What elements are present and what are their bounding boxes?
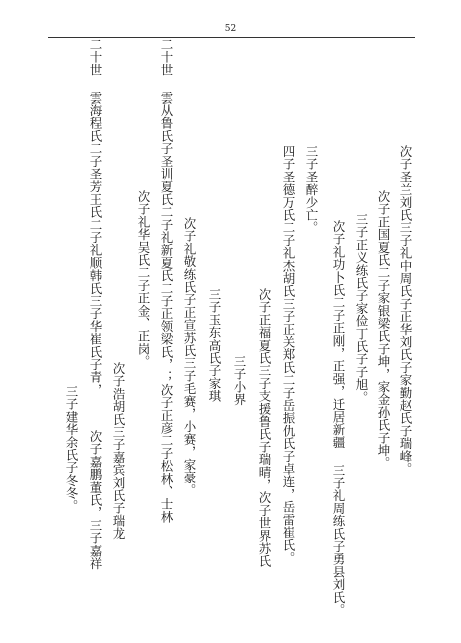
genealogy-column-16: 三子建华余氏子冬冬。 xyxy=(64,385,79,512)
genealogy-column-7: 次子正福夏氏三子支援鲁氏子瑞晴，次子世界苏氏 xyxy=(257,288,272,568)
genealogy-column-14: 二十世 雲海程氏二子圣芳王氏二子礼顺韩氏三子华崔氏子青， xyxy=(88,38,103,397)
genealogy-column-11: 二十世 雲从鲁氏子圣训夏氏二子礼新夏氏二子正领梁氏，；次子正彦二子松林、士林 xyxy=(159,38,174,524)
genealogy-column-10: 次子礼敬练氏子正宣苏氏三子毛赛，小赛，家豪。 xyxy=(182,217,197,497)
header-rule xyxy=(48,37,415,38)
genealogy-column-2: 次子正国夏氏二子家银梁氏子坤，家金孙氏子坤。 xyxy=(376,190,391,470)
page-number: 52 xyxy=(224,24,237,34)
genealogy-column-4: 次子礼功卜氏二子正刚，正强，迁居新疆 三子礼周练氏子勇县刘氏。 xyxy=(331,220,346,617)
genealogy-column-5: 三子圣醉少亡。 xyxy=(304,145,319,234)
genealogy-column-9: 三子玉东高氏子家琪 xyxy=(207,288,222,403)
genealogy-column-8: 三子小界 xyxy=(232,355,247,406)
genealogy-column-13: 次子浩胡氏三子嘉宾刘氏子瑞龙 xyxy=(111,362,126,540)
genealogy-column-6: 四子圣德万氏二子礼杰胡氏三子正关郑氏二子岳振仇氏子卓连，岳雷崔氏。 xyxy=(281,145,296,565)
genealogy-column-3: 三子正义练氏子家俭丁氏子子旭。 xyxy=(354,213,369,404)
genealogy-column-15: 次子嘉鹏董氏，三子嘉祥 xyxy=(88,430,103,570)
genealogy-column-12: 次子礼华吴氏二子正金、正岗。 xyxy=(136,190,151,368)
genealogy-column-1: 次子圣兰刘氏三子礼中周氏子正华刘氏子家勤赵氏子瑞峰。 xyxy=(398,145,413,476)
